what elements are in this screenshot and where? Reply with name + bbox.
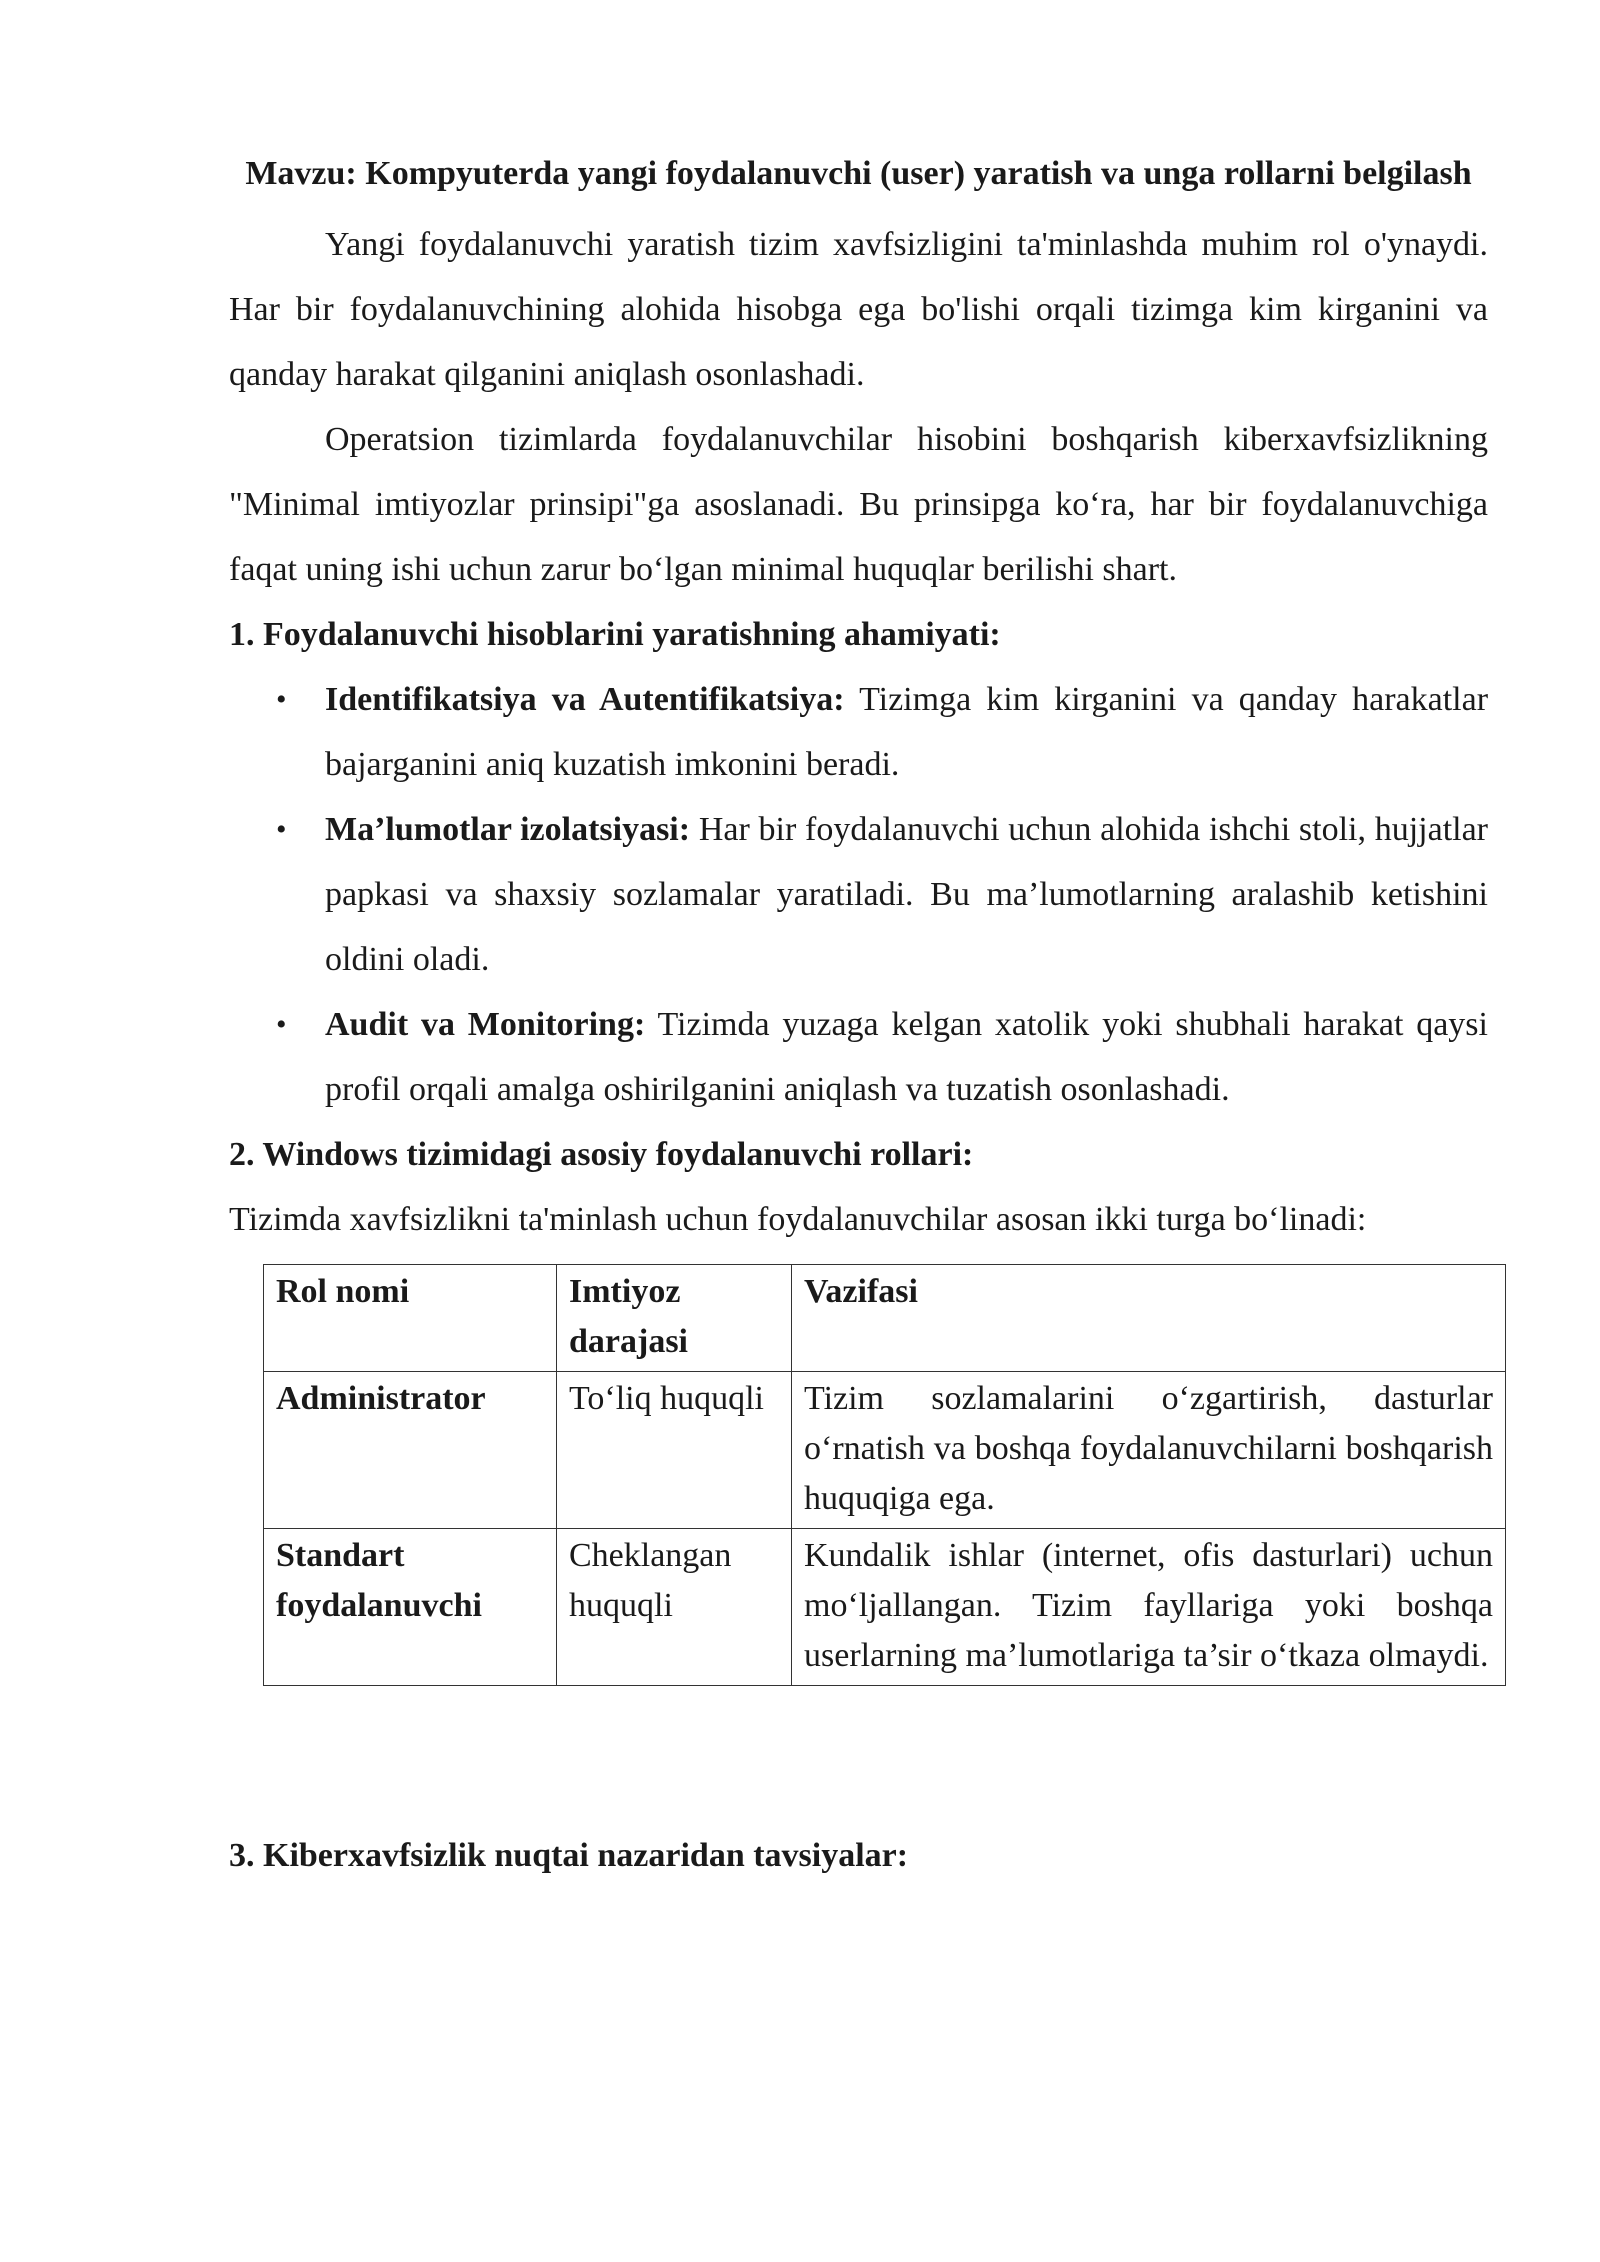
table-cell-role: Standart foydalanuvchi (264, 1529, 557, 1686)
table-row (264, 1372, 1506, 1529)
bullet-term: Identifikatsiya va Autentifikatsiya: (325, 681, 845, 718)
section-3-heading: 3. Kiberxavfsizlik nuqtai nazaridan tavsiyalar: (229, 1837, 909, 1874)
section-2-intro: Tizimda xavfsizlikni ta'minlash uchun foydalanuvchilar asosan ikki turga bo‘linadi: (229, 1201, 1367, 1238)
table-header-cell: Imtiyoz darajasi (557, 1265, 792, 1372)
intro-paragraph-2: Operatsion tizimlarda foydalanuvchilar hisobini boshqarish kiberxavfsizlikning "Minimal imtiyozlar prinsipi"ga asoslanadi. Bu prinsipga ko‘ra, har bir foydalanuvchiga faqat uning ishi uchun zarur bo‘lgan minimal huquqlar berilishi shart. (229, 421, 1488, 588)
document-page (229, 150, 1493, 1888)
section-1-bullet-list (229, 667, 1488, 1122)
table-cell-privilege: Cheklangan huquqli (557, 1529, 792, 1686)
section-2-heading: 2. Windows tizimidagi asosiy foydalanuvchi rollari: (229, 1136, 974, 1173)
bullet-dot-icon: • (276, 1008, 287, 1041)
table-cell-duty: Tizim sozlamalarini o‘zgartirish, dasturlar o‘rnatish va boshqa foydalanuvchilarni boshqarish huquqiga ega. (792, 1372, 1506, 1529)
table-header-cell: Rol nomi (264, 1265, 557, 1372)
bullet-item-audit (229, 992, 1488, 1122)
table-cell-privilege: To‘liq huquqli (557, 1372, 792, 1529)
roles-table (263, 1264, 1506, 1686)
table-header-row (264, 1265, 1506, 1372)
table-cell-duty: Kundalik ishlar (internet, ofis dasturlari) uchun mo‘ljallangan. Tizim fayllariga yoki boshqa userlarning ma’lumotlariga ta’sir o‘tkaza olmaydi. (792, 1529, 1506, 1686)
bullet-item-data-isolation (229, 797, 1488, 992)
table-header-cell: Vazifasi (792, 1265, 1506, 1372)
bullet-term: Audit va Monitoring: (325, 1006, 646, 1043)
document-title: Mavzu: Kompyuterda yangi foydalanuvchi (user) yaratish va unga rollarni belgilash (245, 155, 1472, 192)
bullet-dot-icon: • (276, 813, 287, 846)
bullet-text: Tizimga kim kirganini va qanday harakatlar bajarganini aniq kuzatish imkonini beradi. (325, 681, 1489, 783)
bullet-dot-icon: • (276, 683, 287, 716)
bullet-text: Har bir foydalanuvchi uchun alohida ishchi stoli, hujjatlar papkasi va shaxsiy sozlamalar yaratiladi. Bu ma’lumotlarning aralashib ketishini oldini oladi. (325, 811, 1489, 978)
table-cell-role: Administrator (264, 1372, 557, 1529)
intro-paragraph-1: Yangi foydalanuvchi yaratish tizim xavfsizligini ta'minlashda muhim rol o'ynaydi. Har bir foydalanuvchining alohida hisobga ega bo'lishi orqali tizimga kim kirganini va qanday harakat qilganini aniqlash osonlashadi. (229, 226, 1488, 393)
table-row (264, 1529, 1506, 1686)
section-1-heading: 1. Foydalanuvchi hisoblarini yaratishning ahamiyati: (229, 616, 1001, 653)
bullet-item-identification (229, 667, 1488, 797)
bullet-text: Tizimda yuzaga kelgan xatolik yoki shubhali harakat qaysi profil orqali amalga oshirilganini aniqlash va tuzatish osonlashadi. (325, 1006, 1488, 1108)
bullet-term: Ma’lumotlar izolatsiyasi: (325, 811, 691, 848)
spacer (229, 1686, 1488, 1823)
